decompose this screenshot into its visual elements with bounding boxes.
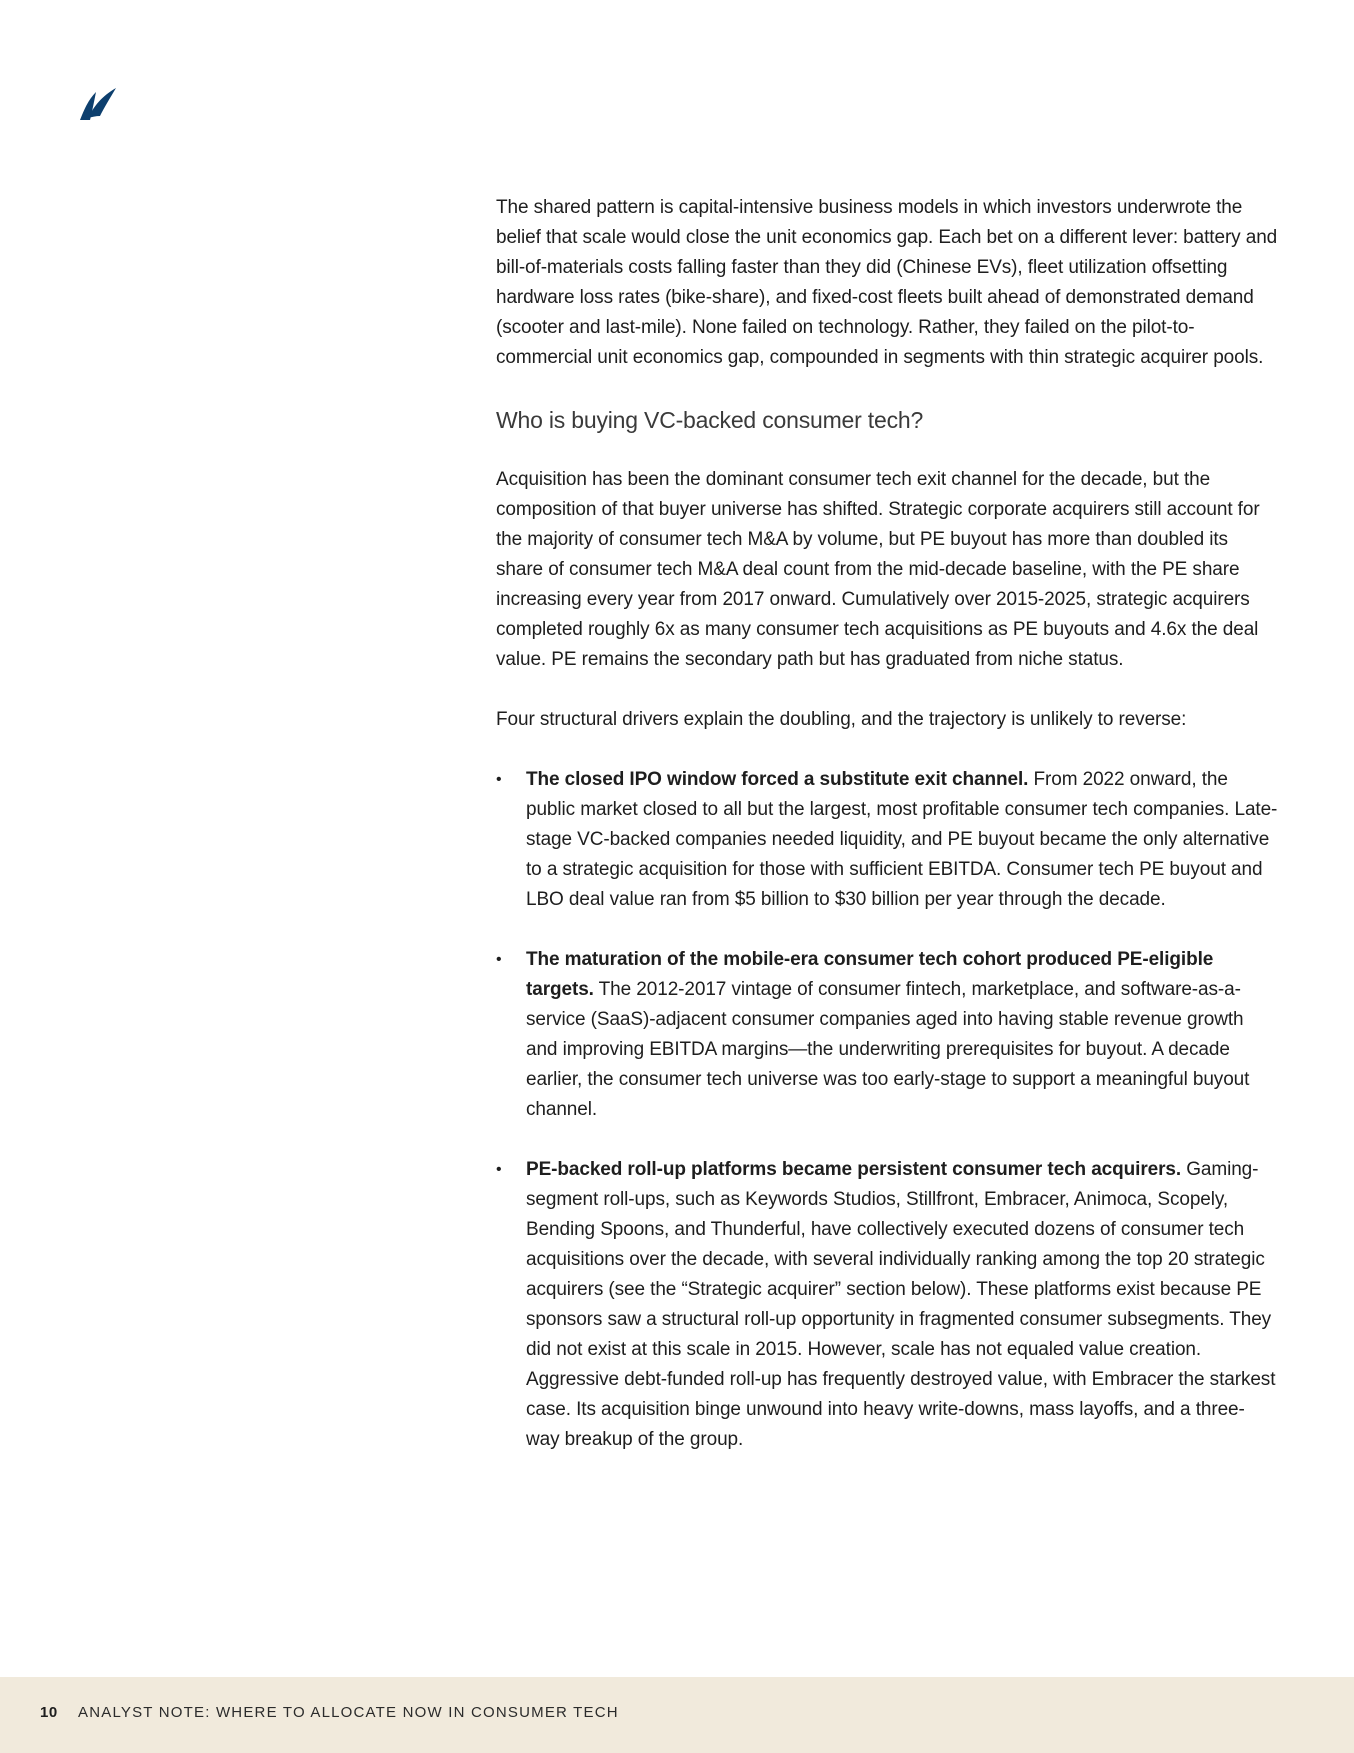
bullet-lead: The maturation of the mobile-era consumer tech cohort produced PE-eligible targets. [526, 949, 1214, 1000]
main-content [496, 193, 1278, 1485]
list-item [496, 945, 1278, 1125]
bullet-marker: • [496, 1161, 502, 1178]
driver-list [496, 765, 1278, 1455]
section-heading: Who is buying VC-backed consumer tech? [496, 407, 924, 433]
bullet-text: Gaming-segment roll-ups, such as Keywords Studios, Stillfront, Embracer, Animoca, Scopely, Bending Spoons, and Thunderful, have collectively executed dozens of consumer tech acquisitions over the decade, with several individually ranking among the top 20 strategic acquirers (see the “Strategic acquirer” section below). These platforms exist because PE sponsors saw a structural roll-up opportunity in fragmented consumer subsegments. They did not exist at this scale in 2015. However, scale has not equaled value creation. Aggressive debt-funded roll-up has frequently destroyed value, with Embracer the starkest case. Its acquisition binge unwound into heavy write-downs, mass layoffs, and a three-way breakup of the group. [526, 1159, 1276, 1450]
bullet-text: From 2022 onward, the public market closed to all but the largest, most profitable consumer tech companies. Late-stage VC-backed companies needed liquidity, and PE buyout became the only alternative to a strategic acquisition for those with sufficient EBITDA. Consumer tech PE buyout and LBO deal value ran from $5 billion to $30 billion per year through the decade. [526, 769, 1278, 910]
footer-title: ANALYST NOTE: WHERE TO ALLOCATE NOW IN CONSUMER TECH [78, 1704, 619, 1721]
sail-logo-icon [78, 84, 118, 124]
page-footer [0, 1677, 1354, 1753]
body-paragraph: Acquisition has been the dominant consumer tech exit channel for the decade, but the composition of that buyer universe has shifted. Strategic corporate acquirers still account for the majority of consumer tech M&A by volume, but PE buyout has more than doubled its share of consumer tech M&A deal count from the mid-decade baseline, with the PE share increasing every year from 2017 onward. Cumulatively over 2015-2025, strategic acquirers completed roughly 6x as many consumer tech acquisitions as PE buyouts and 4.6x the deal value. PE remains the secondary path but has graduated from niche status. [496, 469, 1260, 670]
list-item [496, 1155, 1278, 1455]
page-number: 10 [40, 1704, 58, 1721]
list-item [496, 765, 1278, 915]
bullet-marker: • [496, 951, 502, 968]
bullet-lead: The closed IPO window forced a substitute exit channel. [526, 769, 1029, 790]
body-paragraph: Four structural drivers explain the doubling, and the trajectory is unlikely to reverse: [496, 709, 1187, 730]
bullet-text: The 2012-2017 vintage of consumer fintech, marketplace, and software-as-a-service (SaaS)-adjacent consumer companies aged into having stable revenue growth and improving EBITDA margins—the underwriting prerequisites for buyout. A decade earlier, the consumer tech universe was too early-stage to support a meaningful buyout channel. [526, 979, 1250, 1120]
body-paragraph: The shared pattern is capital-intensive business models in which investors underwrote the belief that scale would close the unit economics gap. Each bet on a different lever: battery and bill-of-materials costs falling faster than they did (Chinese EVs), fleet utilization offsetting hardware loss rates (bike-share), and fixed-cost fleets built ahead of demonstrated demand (scooter and last-mile). None failed on technology. Rather, they failed on the pilot-to-commercial unit economics gap, compounded in segments with thin strategic acquirer pools. [496, 197, 1278, 368]
bullet-marker: • [496, 771, 502, 788]
bullet-lead: PE-backed roll-up platforms became persistent consumer tech acquirers. [526, 1159, 1182, 1180]
